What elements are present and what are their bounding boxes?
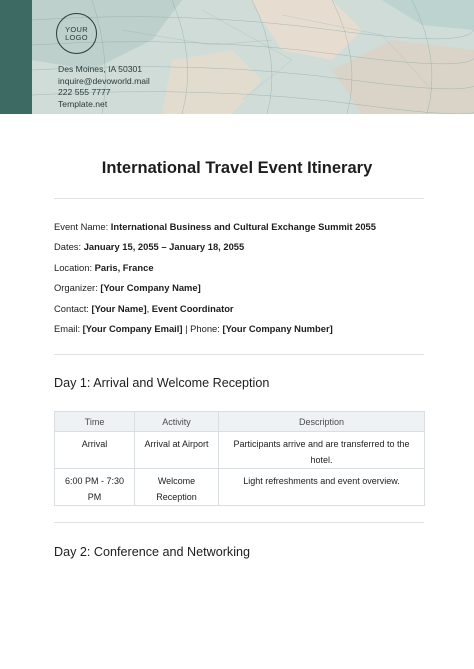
day2-heading: Day 2: Conference and Networking [54, 545, 251, 559]
column-header-activity: Activity [135, 412, 219, 432]
organizer-value: [Your Company Name] [100, 282, 201, 294]
cell-activity: Welcome Reception [135, 469, 219, 506]
phone-label: | Phone: [182, 322, 223, 334]
table-header-row [55, 412, 425, 432]
contact-role-value: Event Coordinator [151, 302, 234, 314]
table-row [55, 432, 425, 469]
contact-separator: , [146, 302, 152, 314]
phone-value: [Your Company Number] [222, 322, 333, 334]
cell-time: Arrival [55, 432, 135, 469]
cell-description: Light refreshments and event overview. [219, 469, 425, 506]
location-row [54, 262, 376, 282]
divider-top [54, 198, 424, 199]
contact-label: Contact: [54, 302, 92, 314]
dates-label: Dates: [54, 241, 84, 253]
header-website[interactable]: Template.net [58, 98, 108, 109]
email-label: Email: [54, 322, 83, 334]
organizer-label: Organizer: [54, 282, 101, 294]
header-banner [0, 0, 474, 114]
header-phone: 222 555 7777 [58, 87, 111, 98]
column-header-description: Description [219, 412, 425, 432]
location-label: Location: [54, 261, 95, 273]
column-header-time: Time [55, 412, 135, 432]
cell-description: Participants arrive and are transferred to the hotel. [219, 432, 425, 469]
header-accent-stripe [0, 0, 32, 114]
dates-value: January 15, 2055 – January 18, 2055 [83, 241, 245, 253]
day1-schedule-table [54, 411, 425, 506]
contact-name-value: [Your Name] [91, 302, 147, 314]
logo-text-line2: LOGO [65, 32, 88, 42]
cell-activity: Arrival at Airport [135, 432, 219, 469]
divider-info [54, 354, 424, 355]
email-phone-row [54, 323, 376, 343]
divider-day1 [54, 522, 424, 523]
dates-row [54, 241, 376, 261]
contact-row [54, 303, 376, 323]
header-email[interactable]: inquire@devoworld.mail [58, 75, 150, 86]
page-title: International Travel Event Itinerary [101, 159, 373, 177]
event-name-value: International Business and Cultural Exchange Summit 2055 [110, 221, 376, 232]
event-name-label: Event Name: [54, 221, 111, 232]
table-row [55, 469, 425, 506]
event-name-row [54, 221, 376, 241]
header-address: Des Moines, IA 50301 [58, 64, 143, 74]
cell-time: 6:00 PM - 7:30 PM [55, 469, 135, 506]
organizer-row [54, 282, 376, 302]
email-value: [Your Company Email] [82, 322, 183, 334]
logo-text-line1: YOUR [65, 24, 88, 34]
company-logo [56, 13, 97, 54]
header-contact-block [58, 64, 150, 110]
day1-heading: Day 1: Arrival and Welcome Reception [54, 376, 270, 390]
event-info-block [54, 221, 376, 343]
location-value: Paris, France [94, 261, 154, 273]
